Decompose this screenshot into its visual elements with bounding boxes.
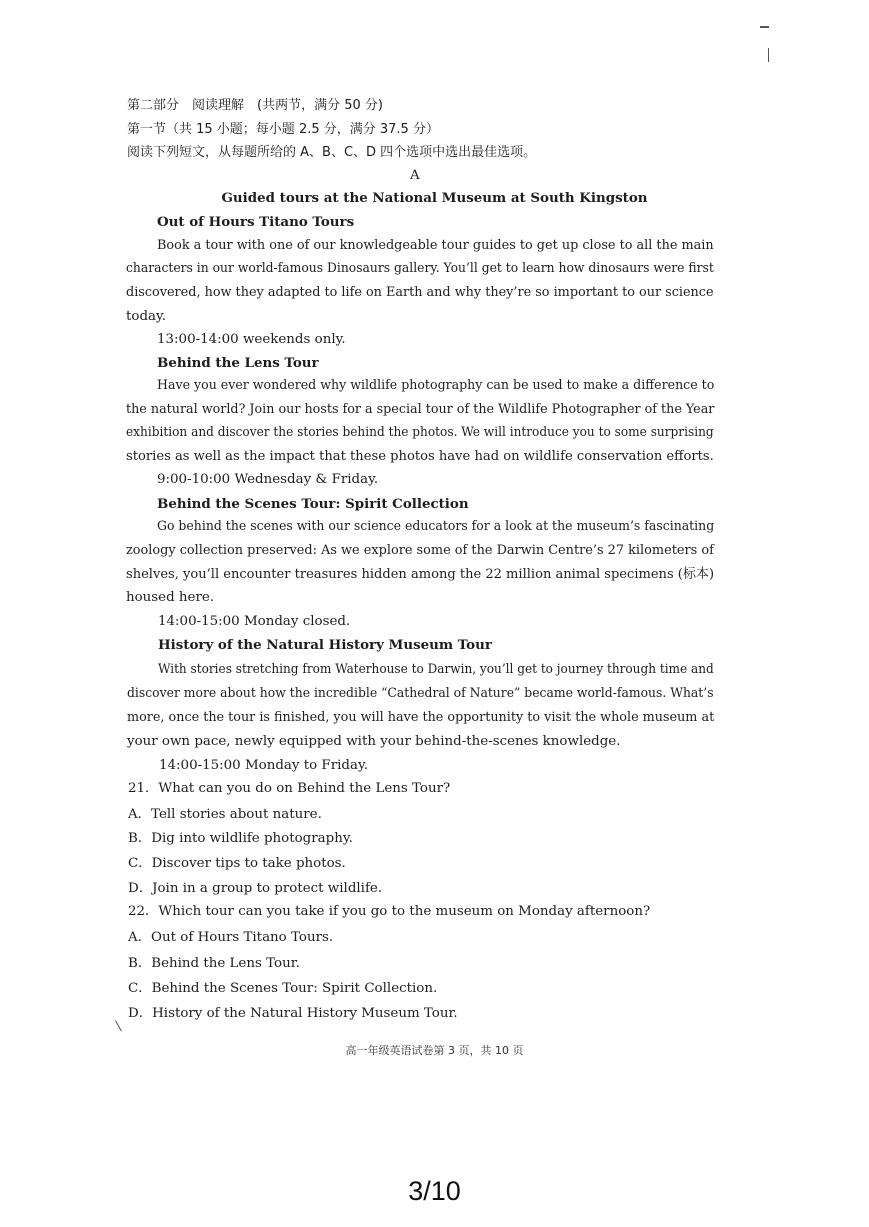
question-stem: 21．What can you do on Behind the Lens Tour?: [128, 781, 451, 796]
question-option: B．Dig into wildlife photography.: [128, 831, 353, 846]
tour-text-line: Book a tour with one of our knowledgeable tour guides to get up close to all the main: [157, 238, 714, 253]
tour-text-line: discover more about how the incredible “Cathedral of Nature” became world-famous. What’s: [127, 686, 714, 701]
tour-text-line: exhibition and discover the stories behind the photos. We will introduce you to some surprising: [126, 425, 714, 440]
tour-heading: Behind the Scenes Tour: Spirit Collection: [157, 496, 469, 512]
tour-time: 14:00-15:00 Monday to Friday.: [159, 758, 369, 773]
tour-heading: History of the Natural History Museum Tour: [158, 637, 492, 653]
question-option: D．Join in a group to protect wildlife.: [128, 881, 383, 896]
tour-text-line: the natural world? Join our hosts for a special tour of the Wildlife Photographer of the Year: [126, 402, 715, 417]
page-counter: 3/10: [408, 1176, 461, 1206]
tour-text-line: shelves, you’ll encounter treasures hidden among the 22 million animal specimens (标本): [126, 567, 715, 582]
question-option: A．Tell stories about nature.: [128, 807, 322, 822]
tour-text-line: zoology collection preserved: As we explore some of the Darwin Centre’s 27 kilometers of: [126, 543, 714, 558]
tour-heading: Out of Hours Titano Tours: [157, 214, 355, 230]
question-option: A．Out of Hours Titano Tours.: [128, 930, 334, 945]
tour-text-line: characters in our world-famous Dinosaurs gallery. You’ll get to learn how dinosaurs were first: [126, 261, 714, 276]
tour-text-line: With stories stretching from Waterhouse to Darwin, you’ll get to journey through time and: [158, 662, 714, 677]
section-title: 第一节（共 15 小题；每小题 2.5 分，满分 37.5 分）: [127, 122, 439, 137]
question-option: C．Behind the Scenes Tour: Spirit Collection.: [128, 981, 438, 996]
question-option: B．Behind the Lens Tour.: [128, 956, 300, 971]
tour-heading: Behind the Lens Tour: [157, 355, 319, 371]
question-option: C．Discover tips to take photos.: [128, 856, 346, 871]
tour-text-line: Go behind the scenes with our science educators for a look at the museum’s fascinating: [157, 519, 715, 534]
part-title: 第二部分 阅读理解 (共两节，满分 50 分): [127, 98, 383, 113]
tour-text-line: stories as well as the impact that these photos have had on wildlife conservation efforts.: [126, 449, 714, 464]
tour-text-line: more, once the tour is finished, you will have the opportunity to visit the whole museum at: [127, 710, 715, 725]
tour-text-line: housed here.: [126, 590, 215, 605]
passage-title: Guided tours at the National Museum at South Kingston: [221, 190, 648, 206]
tour-text-line: Have you ever wondered why wildlife photography can be used to make a difference to: [157, 378, 715, 393]
question-option: D．History of the Natural History Museum Tour.: [128, 1006, 458, 1021]
passage-label: A: [410, 168, 420, 183]
tour-text-line: discovered, how they adapted to life on Earth and why they’re so important to our science: [126, 285, 714, 300]
tour-time: 14:00-15:00 Monday closed.: [158, 614, 351, 629]
scan-mark-left: [115, 1021, 122, 1032]
instruction: 阅读下列短文，从每题所给的 A、B、C、D 四个选项中选出最佳选项。: [127, 145, 537, 160]
tour-text-line: today.: [126, 309, 167, 324]
scan-mark-top-right: [760, 26, 769, 28]
exam-page-footer: 高一年级英语试卷第 3 页，共 10 页: [345, 1044, 524, 1057]
tour-time: 13:00-14:00 weekends only.: [157, 332, 346, 347]
tour-text-line: your own pace, newly equipped with your behind-the-scenes knowledge.: [127, 734, 621, 749]
scan-mark-edge: [768, 48, 769, 62]
tour-time: 9:00-10:00 Wednesday & Friday.: [157, 472, 379, 487]
question-stem: 22．Which tour can you take if you go to the museum on Monday afternoon?: [128, 904, 651, 919]
